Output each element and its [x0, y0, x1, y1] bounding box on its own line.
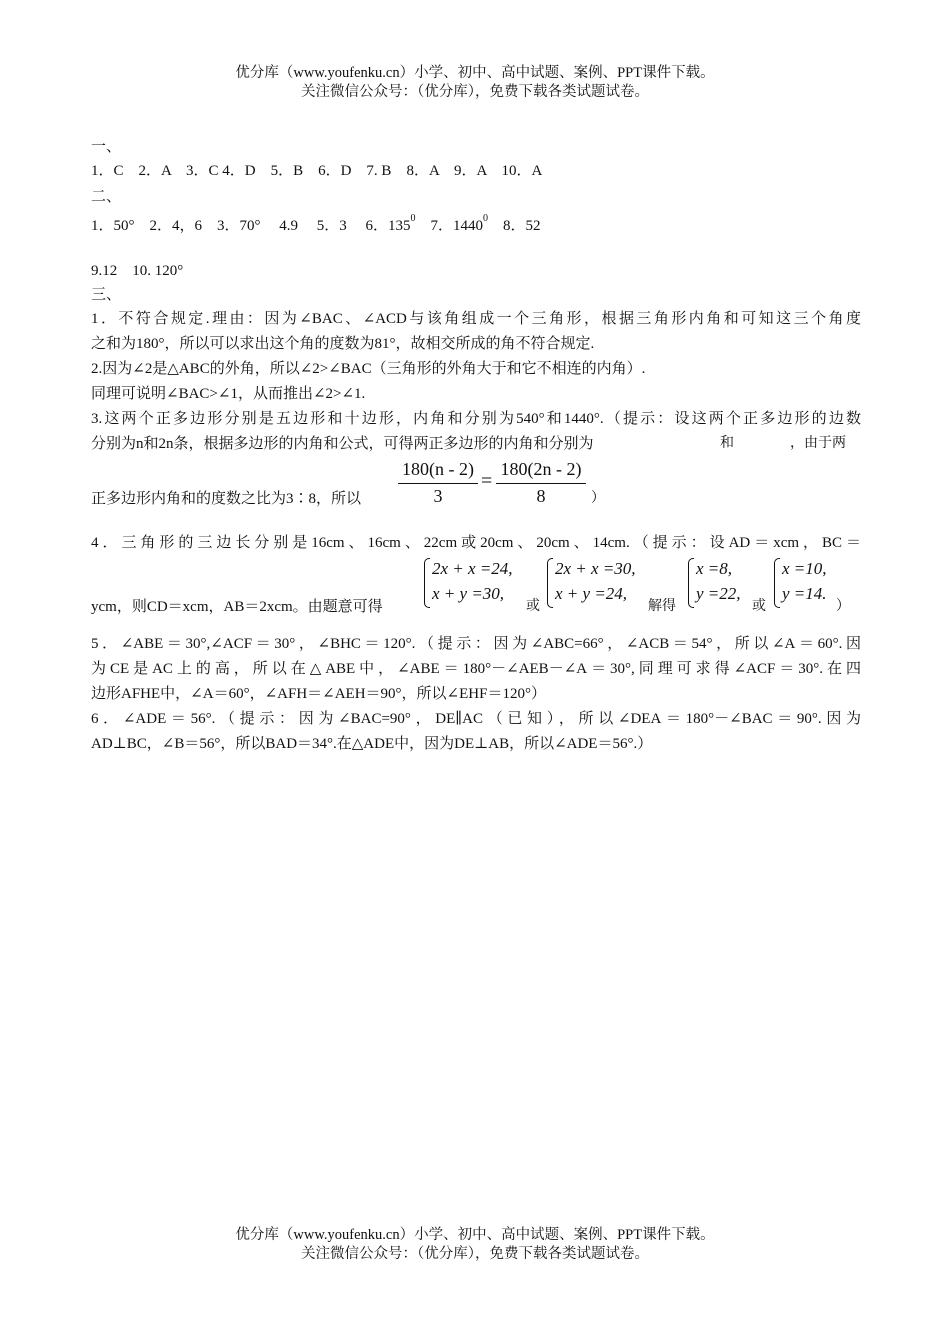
q3-line-1: 3.这两个正多边形分别是五边形和十边形，内角和分别为540°和1440°.（提示：设这两个正多边形的边数: [91, 411, 861, 427]
equation: y =22,: [696, 584, 741, 603]
equation-system-2: [547, 556, 636, 606]
q5-line-2: 为CE是AC上的高，所以在△ABE中，∠ABE＝180°－∠AEB－∠A＝30°,同理可求得∠ACF＝30°.在四: [91, 661, 861, 677]
fraction-2-numerator: 180(2n - 2): [496, 458, 586, 484]
section-2-heading: 二、: [91, 189, 122, 205]
q3-line-2a: 分别为n和2n条，根据多边形的内角和公式，可得两正多边形的内角和分别为: [91, 436, 594, 452]
q4-line-1: 4．三角形的三边长分别是16cm、16cm、22cm或20cm、20cm、14cm.（提示：设AD＝xcm，BC＝: [91, 535, 861, 551]
section-1-answers: 1．C 2．A 3．C 4．D 5．B 6．D 7. B 8．A 9．A 10．A: [91, 163, 543, 179]
page-header: [0, 64, 950, 102]
fraction-1: [398, 458, 478, 508]
equation-system-4: [774, 556, 827, 606]
answers-part-a: 1．50° 2．4，6 3．70° 4.9 5．3 6．135: [91, 218, 411, 234]
solve-text: 解得: [648, 599, 676, 614]
q5-line-3: 边形AFHE中，∠A＝60°，∠AFH＝∠AEH＝90°，所以∠EHF＝120°）: [91, 686, 546, 702]
brace: [547, 558, 553, 608]
footer-line-1: 优分库（www.youfenku.cn）小学、初中、高中试题、案例、PPT课件下载。: [235, 1227, 715, 1243]
brace: [774, 558, 780, 608]
equation: x + y =30,: [432, 584, 505, 603]
equation: x =10,: [782, 559, 827, 578]
page-footer: [0, 1226, 950, 1264]
section-1-heading: 一、: [91, 139, 122, 155]
answers-part-b: 7．1440: [415, 218, 484, 234]
section-2-answers: [91, 215, 861, 239]
brace: [424, 558, 430, 608]
answers-part-c: 8．52: [488, 218, 541, 234]
q6-line-1: 6．∠ADE＝56°.（提示：因为∠BAC=90°，DE∥AC（已知），所以∠DEA＝180°－∠BAC＝90°.因为: [91, 711, 861, 727]
equals-sign: =: [481, 470, 493, 492]
header-line-1: 优分库（www.youfenku.cn）小学、初中、高中试题、案例、PPT课件下载。: [235, 65, 715, 81]
brace: [688, 558, 694, 608]
q1-line-2: 之和为180°，所以可以求出这个角的度数为81°，故相交所成的角不符合规定.: [91, 336, 595, 352]
equation: x =8,: [696, 559, 733, 578]
equation: y =14.: [782, 584, 827, 603]
q3-close-paren: ）: [591, 491, 605, 506]
equation-system-1: [424, 556, 513, 606]
equation: 2x + x =30,: [555, 559, 636, 578]
fraction-2: [496, 458, 586, 508]
equation: 2x + x =24,: [432, 559, 513, 578]
q1-line-1: 1．不符合规定.理由：因为∠BAC、∠ACD与该角组成一个三角形，根据三角形内角和可知这三个角度: [91, 311, 861, 327]
q6-line-2: AD⊥BC，∠B＝56°，所以BAD＝34°.在△ADE中，因为DE⊥AB，所以∠ADE＝56°.）: [91, 736, 653, 752]
q4-line-2a: ycm，则CD＝xcm，AB＝2xcm。由题意可得: [91, 599, 383, 615]
fraction-1-numerator: 180(n - 2): [398, 458, 478, 484]
q3-line-3a: 正多边形内角和的度数之比为3∶8，所以: [91, 491, 362, 507]
q2-line-2: 同理可说明∠BAC>∠1，从而推出∠2>∠1.: [91, 386, 366, 402]
equation: x + y =24,: [555, 584, 628, 603]
or-text: 或: [752, 599, 766, 614]
q2-line-1: 2.因为∠2是△ABC的外角，所以∠2>∠BAC（三角形的外角大于和它不相连的内角）.: [91, 361, 646, 377]
degree-superscript: 0: [410, 213, 416, 224]
fraction-2-denominator: 8: [536, 486, 546, 506]
q3-line-2c: ，由于两: [790, 436, 846, 451]
footer-line-2: 关注微信公众号：（优分库），免费下载各类试题试卷。: [301, 1246, 649, 1262]
or-text: 或: [526, 599, 540, 614]
q5-line-1: 5．∠ABE＝30°,∠ACF＝30°，∠BHC＝120°.（提示：因为∠ABC=66°，∠ACB＝54°，所以∠A＝60°.因: [91, 636, 861, 652]
degree-superscript: 0: [483, 213, 489, 224]
header-line-2: 关注微信公众号：（优分库），免费下载各类试题试卷。: [301, 84, 649, 100]
fraction-1-denominator: 3: [433, 486, 443, 506]
section-3-heading: 三、: [91, 287, 122, 303]
section-2-answers-line-2: 9.12 10. 120°: [91, 263, 184, 279]
q4-close-paren: ）: [836, 599, 850, 614]
q3-line-2b: 和: [720, 436, 734, 451]
equation-system-3: [688, 556, 741, 606]
